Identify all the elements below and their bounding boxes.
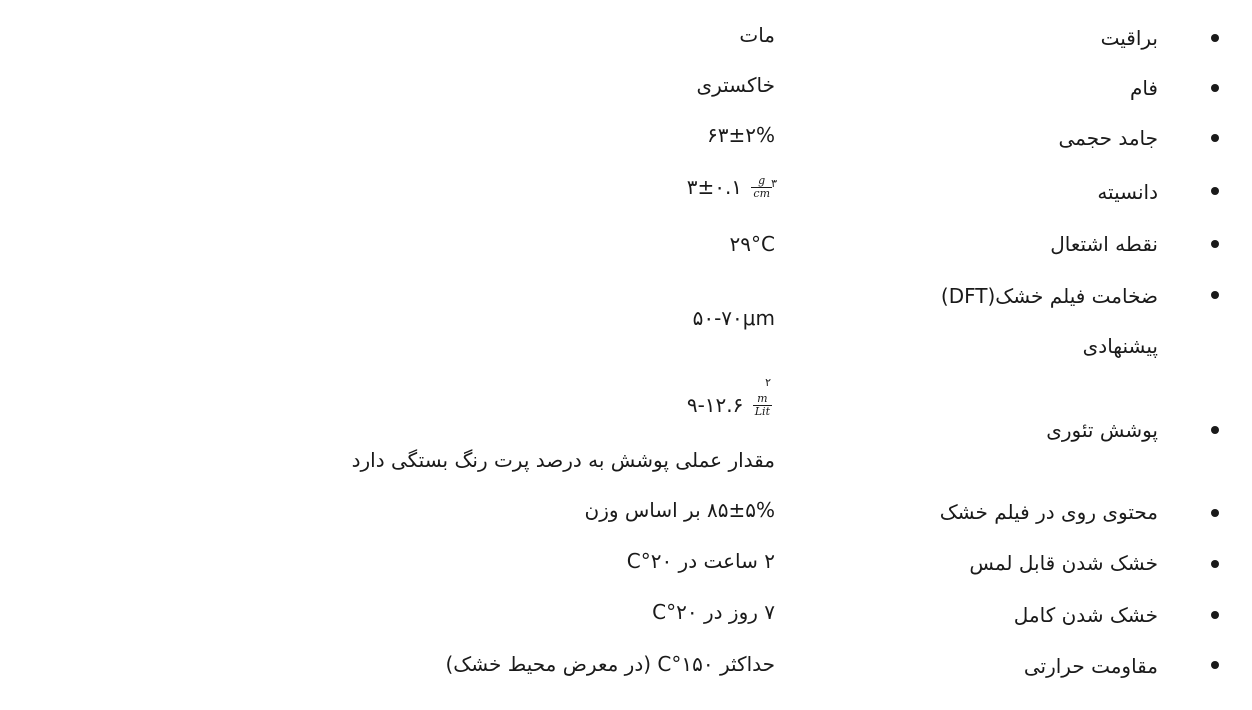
spec-label: براقیت	[1100, 26, 1158, 50]
spec-value: ۲ ساعت در ۲۰°C	[626, 549, 775, 573]
spec-label: مقاومت حرارتی	[1023, 654, 1158, 678]
bullet	[1211, 240, 1219, 248]
spec-value: ۸۵±۵% بر اساس وزن	[584, 498, 775, 522]
unit-denominator: cm	[753, 187, 770, 200]
bullet	[1211, 187, 1219, 195]
unit-exponent: ۲	[765, 376, 771, 389]
bullet	[1211, 84, 1219, 92]
spec-value	[686, 376, 775, 418]
density-unit-fraction	[751, 175, 772, 200]
unit-denominator: Lit	[754, 405, 770, 418]
density-number: ۳±۰.۱	[686, 175, 743, 199]
spec-label: محتوی روی در فیلم خشک	[939, 500, 1158, 524]
spec-label: دانسیته	[1097, 180, 1158, 204]
spec-label: پوشش تئوری	[1046, 418, 1158, 442]
unit-exponent: ۳	[771, 177, 777, 190]
bullet	[1211, 611, 1219, 619]
spec-label: جامد حجمی	[1058, 126, 1158, 150]
spec-label: خشک شدن کامل	[1013, 603, 1158, 627]
bullet	[1211, 34, 1219, 42]
spec-value: ۲۹°C	[729, 232, 775, 256]
spec-value: خاکستری	[696, 73, 775, 97]
spec-label: نقطه اشتعال	[1050, 232, 1158, 256]
unit-numerator: m	[757, 392, 768, 405]
coverage-number: ۹-۱۲.۶	[686, 393, 744, 417]
bullet	[1211, 291, 1219, 299]
bullet	[1211, 426, 1219, 434]
spec-value	[687, 174, 775, 200]
bullet	[1211, 134, 1219, 142]
spec-value: حداکثر ۱۵۰°C (در معرض محیط خشک)	[445, 652, 775, 676]
unit-numerator: g	[758, 174, 766, 187]
spec-value: ۷ روز در ۲۰°C	[652, 600, 775, 624]
coverage-unit-fraction	[753, 393, 772, 418]
bullet	[1211, 661, 1219, 669]
spec-label: خشک شدن قابل لمس	[969, 551, 1158, 575]
bullet	[1211, 560, 1219, 568]
spec-value: ۶۳±۲%	[707, 123, 775, 147]
spec-label-line2: پیشنهادی	[1082, 334, 1158, 358]
spec-note: مقدار عملی پوشش به درصد پرت رنگ بستگی دارد	[351, 448, 775, 472]
spec-value: ۵۰-۷۰μm	[692, 306, 775, 330]
spec-label-line1: ضخامت فیلم خشک(DFT)	[940, 284, 1158, 308]
spec-label: فام	[1129, 76, 1158, 100]
spec-value: مات	[739, 23, 775, 47]
bullet	[1211, 509, 1219, 517]
